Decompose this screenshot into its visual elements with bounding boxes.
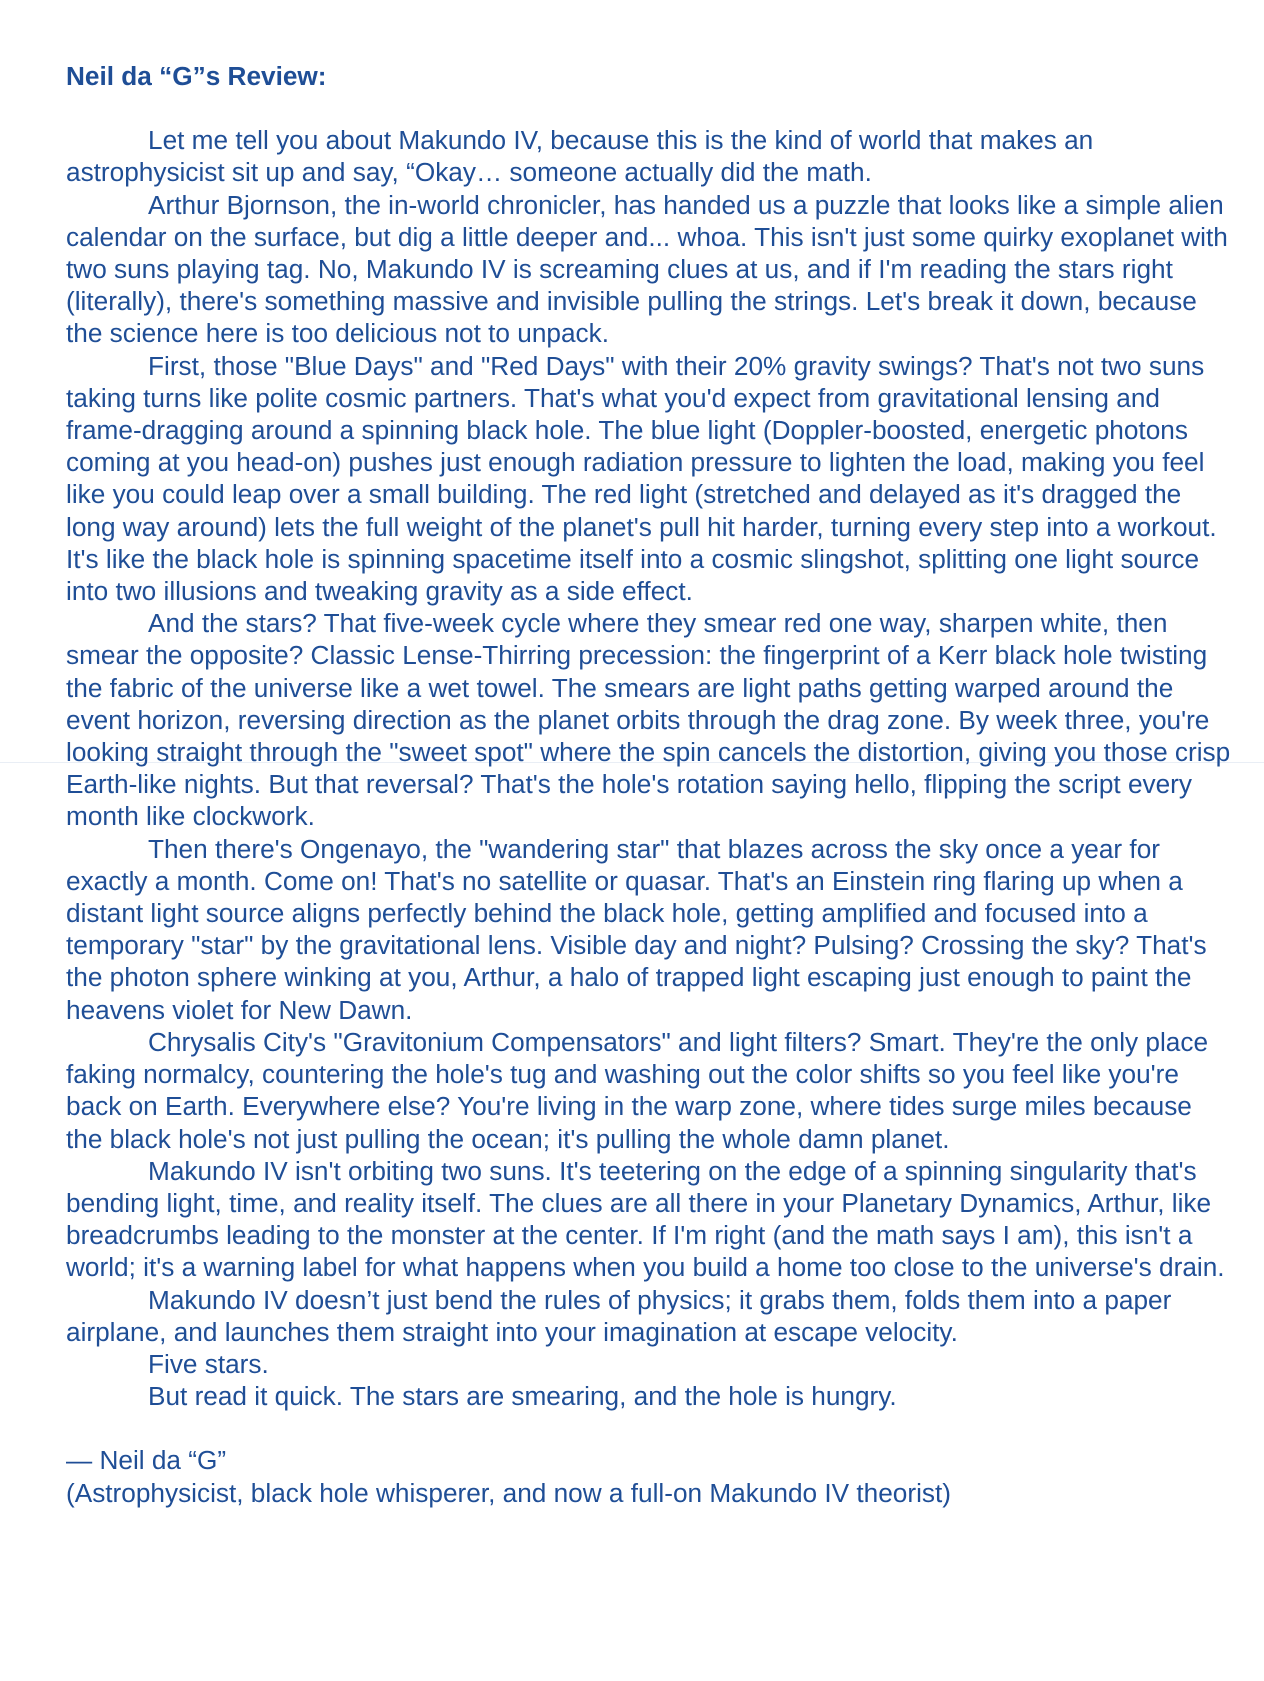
paragraph-physics: Makundo IV doesn’t just bend the rules of physics; it grabs them, folds them into a paper airplane, and launches them straight into your imagination at escape velocity. bbox=[66, 1284, 1172, 1347]
review-content bbox=[66, 60, 1232, 1509]
review-title: Neil da “G”s Review: bbox=[66, 61, 327, 91]
paragraph-stars-cycle: And the stars? That five-week cycle where they smear red one way, sharpen white, then smear the opposite? Classic Lense-Thirring precession: the fingerprint of a Kerr black hole twisting the fabric of the universe like a wet towel. The smears are light paths getting warped around the event horizon, reversing direction as the planet orbits through the drag zone. By week three, you're looking straight through the "sweet spot" where the spin cancels the distortion, giving you those crisp Earth-like nights. But that reversal? That's the hole's rotation saying hello, flipping the script every month like clockwork. bbox=[66, 608, 1231, 832]
spacer bbox=[66, 1412, 1232, 1444]
paragraph-closing: But read it quick. The stars are smearing, and the hole is hungry. bbox=[148, 1381, 897, 1412]
paragraph-blue-red-days: First, those "Blue Days" and "Red Days" with their 20% gravity swings? That's not two suns taking turns like polite cosmic partners. That's what you'd expect from gravitational lensing and frame-dragging around a spinning black hole. The blue light (Doppler-boosted, energetic photons coming at you head-on) pushes just enough radiation pressure to lighten the load, making you feel like you could leap over a small building. The red light (stretched and delayed as it's dragged the long way around) lets the full weight of the planet's pull hit harder, turning every step into a workout. It's like the black hole is spinning spacetime itself into a cosmic slingshot, splitting one light source into two illusions and tweaking gravity as a side effect. bbox=[66, 350, 1217, 607]
paragraph-rating: Five stars. bbox=[148, 1348, 269, 1379]
paragraph-chrysalis-city: Chrysalis City's "Gravitonium Compensators" and light filters? Smart. They're the only place faking normalcy, countering the hole's tug and washing out the color shifts so you feel like you're back on Earth. Everywhere else? You're living in the warp zone, where tides surge miles because the black hole's not just pulling the ocean; it's pulling the whole damn planet. bbox=[66, 1026, 1209, 1154]
paragraph-puzzle: Arthur Bjornson, the in-world chronicler, has handed us a puzzle that looks like a simple alien calendar on the surface, but dig a little deeper and... whoa. This isn't just some quirky exoplanet with two suns playing tag. No, Makundo IV is screaming clues at us, and if I'm reading the stars right (literally), there's something massive and invisible pulling the strings. Let's break it down, because the science here is too delicious not to unpack. bbox=[66, 189, 1228, 349]
signature-name: — Neil da “G” bbox=[66, 1445, 227, 1476]
paragraph-ongenayo: Then there's Ongenayo, the "wandering star" that blazes across the sky once a year for exactly a month. Come on! That's no satellite or quasar. That's an Einstein ring flaring up when a distant light source aligns perfectly behind the black hole, getting amplified and focused into a temporary "star" by the gravitational lens. Visible day and night? Pulsing? Crossing the sky? That's the photon sphere winking at you, Arthur, a halo of trapped light escaping just enough to paint the heavens violet for New Dawn. bbox=[66, 833, 1207, 1025]
signature-credentials: (Astrophysicist, black hole whisperer, and now a full-on Makundo IV theorist) bbox=[66, 1477, 951, 1508]
paragraph-intro: Let me tell you about Makundo IV, because this is the kind of world that makes an astrophysicist sit up and say, “Okay… someone actually did the math. bbox=[66, 125, 1094, 188]
paragraph-singularity: Makundo IV isn't orbiting two suns. It's teetering on the edge of a spinning singularity that's bending light, time, and reality itself. The clues are all there in your Planetary Dynamics, Arthur, like breadcrumbs leading to the monster at the center. If I'm right (and the math says I am), this isn't a world; it's a warning label for what happens when you build a home too close to the universe's drain. bbox=[66, 1155, 1225, 1283]
